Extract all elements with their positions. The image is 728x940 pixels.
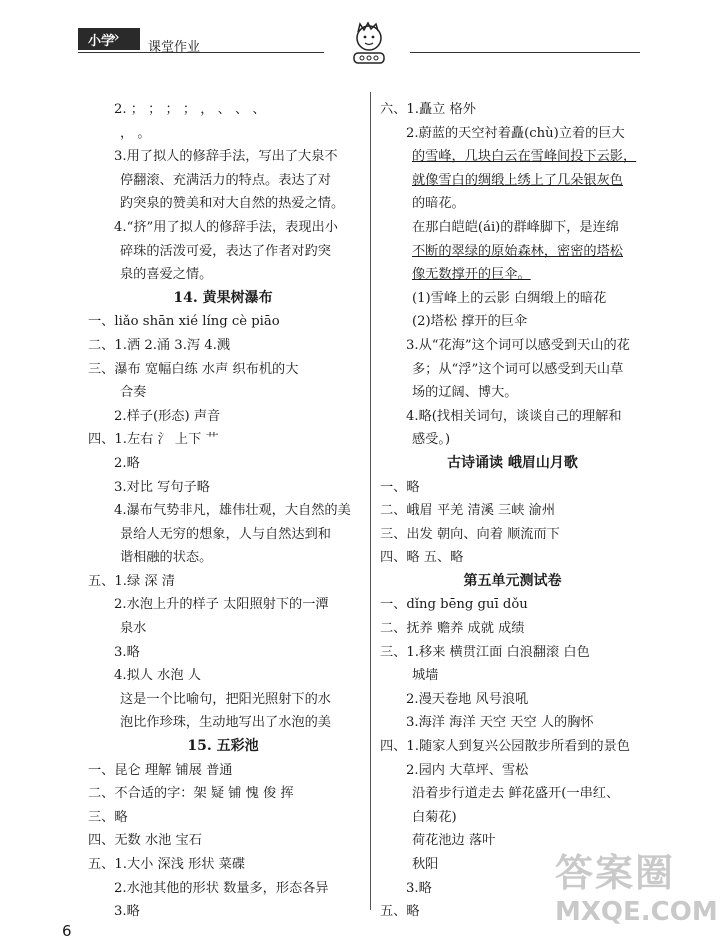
answer-line: (1)雪峰上的云影 白绸缎上的暗花 bbox=[412, 290, 607, 306]
answer-line: 这是一个比喻句，把阳光照射下的水 bbox=[120, 691, 331, 707]
answer-line: 三、略 bbox=[88, 809, 128, 825]
answer-line: 4.“挤”用了拟人的修辞手法，表现出小 bbox=[114, 219, 338, 235]
answer-line: 3.用了拟人的修辞手法，写出了大泉不 bbox=[114, 149, 338, 165]
answer-line: 四、1.左右 氵 上下 艹 bbox=[88, 432, 219, 448]
answer-line: 2.漫天卷地 风号浪吼 bbox=[406, 691, 529, 707]
answer-line: 2.园内 大草坪、雪松 bbox=[406, 762, 529, 778]
answer-line: 2.水泡上升的样子 太阳照射下的一潭 bbox=[114, 597, 329, 613]
answer-line: 荷花池边 落叶 bbox=[412, 833, 496, 849]
header-label: 小学 bbox=[88, 34, 115, 49]
answer-line: 四、无数 水池 宝石 bbox=[88, 833, 202, 849]
header-rule-left bbox=[78, 52, 324, 53]
answer-line: 合奏 bbox=[120, 385, 147, 401]
double-chevron-icon: » bbox=[110, 27, 120, 46]
answer-line: 五、略 bbox=[380, 904, 420, 920]
answer-line: 4.拟人 水泡 人 bbox=[114, 668, 201, 684]
answer-line: 2.蔚蓝的天空衬着矗(chù)立着的巨大 bbox=[406, 125, 625, 141]
answer-line: 就像雪白的绸缎上绣上了几朵银灰色 bbox=[412, 172, 623, 188]
answer-line: 二、1.洒 2.涌 3.泻 4.溅 bbox=[88, 337, 231, 353]
answer-line: 谐相融的状态。 bbox=[120, 550, 213, 566]
answer-line: 三、1.移来 横贯江面 白浪翻滚 白色 bbox=[380, 644, 590, 660]
answer-line: 场的辽阔、博大。 bbox=[412, 385, 518, 401]
answer-line: 一、略 bbox=[380, 479, 420, 495]
answer-line: 2.略 bbox=[114, 455, 140, 471]
mascot-icon bbox=[346, 20, 392, 66]
answer-line: 六、1.矗立 格外 bbox=[380, 102, 476, 117]
answer-line: 一、liǎo shān xié líng cè piāo bbox=[88, 314, 280, 330]
answer-line: 沿着步行道走去 鲜花盛开(一串红、 bbox=[412, 786, 620, 802]
answer-line: 停翻滚、充满活力的特点。表达了对 bbox=[120, 172, 331, 188]
answer-line: 3.从“花海”这个词可以感受到天山的花 bbox=[406, 337, 630, 353]
answer-line: 二、抚养 赡养 成就 成绩 bbox=[380, 621, 525, 637]
answer-line: 趵突泉的赞美和对大自然的热爱之情。 bbox=[120, 196, 345, 212]
answer-line: 的暗花。 bbox=[412, 196, 465, 212]
answer-line: 3.海洋 海洋 天空 天空 人的胸怀 bbox=[406, 715, 594, 731]
watermark bbox=[555, 842, 718, 927]
header-rule-right bbox=[410, 52, 640, 53]
header-title: 课堂作业 bbox=[148, 40, 201, 55]
answer-line: 2.水池其他的形状 数量多，形态各异 bbox=[114, 880, 329, 896]
answer-line: 五、1.绿 深 清 bbox=[88, 573, 175, 589]
answer-line: 景给人无穷的想象，人与自然达到和 bbox=[120, 526, 331, 542]
answer-line: 一、dǐng bēng guī dǒu bbox=[380, 597, 528, 613]
section-heading: 古诗诵读 峨眉山月歌 bbox=[447, 454, 578, 471]
answer-line: (2)塔松 撑开的巨伞 bbox=[412, 314, 528, 330]
answer-line: ， 。 bbox=[120, 125, 151, 141]
answer-line: 二、不合适的字：架 疑 铺 愧 俊 挥 bbox=[88, 786, 294, 802]
answer-line: 碎珠的活泼可爱，表达了作者对趵突 bbox=[120, 243, 331, 259]
answer-line: 城墙 bbox=[412, 668, 439, 684]
answer-line: 五、1.大小 深浅 形状 菜碟 bbox=[88, 857, 246, 872]
answer-line: 像无数撑开的巨伞。 bbox=[412, 267, 531, 283]
answer-line: 感受。) bbox=[412, 432, 451, 448]
answer-line: 4.略(找相关词句，谈谈自己的理解和 bbox=[406, 408, 622, 424]
answer-line: 四、1.随家人到复兴公园散步所看到的景色 bbox=[380, 739, 630, 755]
watermark-bottom: MXQE.COM bbox=[555, 897, 718, 927]
left-column bbox=[88, 98, 358, 924]
answer-line: 3.略 bbox=[406, 880, 432, 896]
answer-line: 4.瀑布气势非凡，雄伟壮观，大自然的美 bbox=[114, 503, 351, 519]
section-heading: 14. 黄果树瀑布 bbox=[173, 289, 273, 306]
section-heading: 15. 五彩池 bbox=[187, 738, 259, 755]
answer-line: 泡比作珍珠，生动地写出了水泡的美 bbox=[120, 715, 331, 731]
answer-line: 3.对比 写句子略 bbox=[114, 479, 210, 495]
answer-line: 2.样子(形态) 声音 bbox=[114, 408, 221, 424]
answer-line: 的雪峰，几块白云在雪峰间投下云影， bbox=[412, 149, 637, 165]
answer-line: 四、略 五、略 bbox=[380, 550, 464, 566]
answer-line: 2. ； ； ； ； ， 、 、 、 bbox=[114, 102, 266, 117]
page-number: 6 bbox=[62, 922, 72, 940]
answer-line: 三、瀑布 宽幅白练 水声 织布机的大 bbox=[88, 361, 299, 377]
right-column bbox=[380, 98, 645, 924]
answer-line: 3.略 bbox=[114, 644, 140, 660]
answer-line: 在那白皑皑(ái)的群峰脚下，是连绵 bbox=[412, 219, 619, 235]
watermark-top: 答案圈 bbox=[555, 851, 676, 895]
answer-line: 不断的翠绿的原始森林，密密的塔松 bbox=[412, 243, 623, 259]
answer-line: 3.略 bbox=[114, 904, 140, 920]
answer-line: 泉水 bbox=[120, 621, 147, 637]
answer-line: 秋阳 bbox=[412, 857, 439, 872]
answer-line: 泉的喜爱之情。 bbox=[120, 267, 213, 283]
answer-line: 白菊花) bbox=[412, 809, 457, 825]
column-divider bbox=[370, 92, 371, 910]
section-heading: 第五单元测试卷 bbox=[463, 572, 562, 589]
answer-line: 三、出发 朝向、向着 顺流而下 bbox=[380, 526, 560, 542]
answer-line: 二、峨眉 平羌 清溪 三峡 渝州 bbox=[380, 503, 556, 519]
answer-line: 一、昆仑 理解 铺展 普通 bbox=[88, 762, 233, 778]
answer-line: 多；从“浮”这个词可以感受到天山草 bbox=[412, 361, 624, 377]
